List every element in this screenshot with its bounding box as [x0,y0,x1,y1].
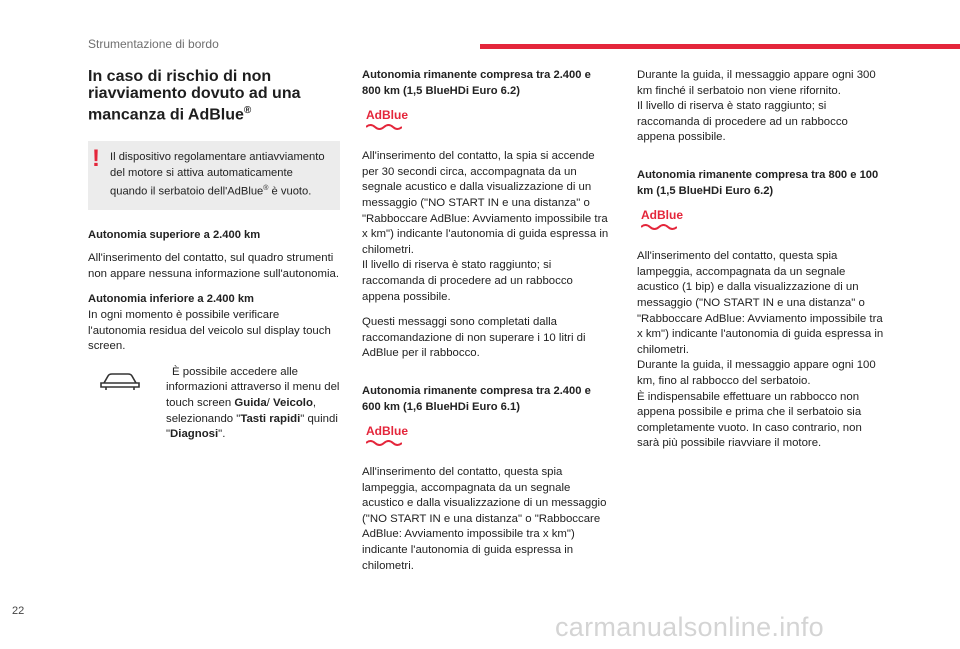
paragraph-autonomy-above-2400: All'inserimento del contatto, sul quadro strumenti non appare nessuna informazione sull'autonomia. [88,252,340,280]
touchscreen-info-text [166,365,340,443]
touchscreen-info [88,365,340,443]
adblue-wave-icon [366,123,402,131]
adblue-warning-light [362,419,612,457]
paragraph-reserve: Il livello di riserva è stato raggiunto; si raccomanda di procedere ad un rabbocco appena possibile. [637,100,848,144]
heading-autonomy-800-100: Autonomia rimanente compresa tra 800 e 100 km (1,5 BlueHDi Euro 6.2) [637,168,879,197]
info-text-part: , selezionando " [166,397,317,425]
menu-tasti-rapidi: Tasti rapidi [240,412,301,425]
menu-diagnosi: Diagnosi [170,428,219,441]
adblue-icon: AdBlue [366,424,408,439]
paragraph-800-100-c: È indispensabile effettuare un rabbocco non appena possibile e prima che il serbatoio sia completamente vuoto. In caso contrario, non sarà più possibile riavviare il motore. [637,390,862,450]
paragraph-800-100-a: All'inserimento del contatto, questa spia lampeggia, accompagnata da un segnale acustico (1 bip) e dalla visualizzazione di un messaggio ("NO START IN e una distanza" o "Rabboccare AdBlue: Avviamento impossibile tra x km") indicante l'autonomia di guida espressa in chilometri. [637,250,884,356]
warning-text-end: è vuoto. [268,185,312,198]
section-title-text: In caso di rischio di non riavviamento dovuto ad una mancanza di AdBlue [88,68,301,124]
info-text-part: ". [218,428,226,441]
paragraph-2400-800-b: Il livello di riserva è stato raggiunto; si raccomanda di procedere ad un rabbocco appena possibile. [362,259,573,303]
header-accent-bar [480,44,960,49]
page-number: 22 [12,605,25,617]
adblue-icon: AdBlue [366,108,408,123]
adblue-icon: AdBlue [641,208,683,223]
warning-text-sup: ® [263,184,269,192]
info-text-part: " quindi " [166,412,338,441]
heading-autonomy-below-2400: Autonomia inferiore a 2.400 km [88,293,254,306]
column-right [637,68,887,452]
column-middle [362,68,612,574]
warning-icon: ! [92,145,100,173]
adblue-wave-icon [641,223,677,231]
info-text-part: / [266,397,274,410]
heading-autonomy-2400-600: Autonomia rimanente compresa tra 2.400 e 600 km (1,6 BlueHDi Euro 6.1) [362,384,591,413]
paragraph-300km: Durante la guida, il messaggio appare ogni 300 km finché il serbatoio non viene rifornito. [637,69,876,97]
column-left [88,68,340,443]
heading-autonomy-above-2400: Autonomia superiore a 2.400 km [88,228,261,241]
section-title-sup: ® [243,105,252,116]
menu-guida: Guida [234,397,267,410]
warning-text-main: Il dispositivo regolamentare antiavviamento del motore si attiva automaticamente quando il serbatoio dell'AdBlue [110,151,325,198]
warning-text [110,150,330,199]
info-text-part: È possibile accedere alle informazioni attraverso il menu del touch screen [166,365,340,410]
paragraph-autonomy-below-2400: In ogni momento è possibile verificare l'autonomia residua del veicolo sul display touch screen. [88,309,331,353]
heading-autonomy-2400-800: Autonomia rimanente compresa tra 2.400 e 800 km (1,5 BlueHDi Euro 6.2) [362,69,591,97]
car-icon [98,367,142,391]
adblue-warning-light [637,203,887,241]
paragraph-2400-800-c: Questi messaggi sono completati dalla raccomandazione di non superare i 10 litri di AdBlue per il rabbocco. [362,316,586,360]
menu-veicolo: Veicolo [273,397,313,410]
adblue-wave-icon [366,439,402,447]
paragraph-2400-800-a: All'inserimento del contatto, la spia si accende per 30 secondi circa, accompagnata da un segnale acustico e dalla visualizzazione di un messaggio ("NO START IN e una distanza" o "Rabboccare AdBlue: Avviamento impossibile tra x km") indicante l'autonomia di guida espressa in chilometri. [362,150,609,256]
paragraph-2400-600: All'inserimento del contatto, questa spia lampeggia, accompagnata da un segnale acustico e dalla visualizzazione di un messaggio ("NO START IN e una distanza" o "Rabboccare AdBlue: Avviamento impossibile tra x km") indicante l'autonomia di guida espressa in chilometri. [362,466,607,572]
section-label: Strumentazione di bordo [88,37,219,51]
section-title [88,68,340,123]
warning-box [88,141,340,209]
adblue-warning-light [362,103,612,141]
paragraph-800-100-b: Durante la guida, il messaggio appare ogni 100 km, fino al rabbocco del serbatoio. [637,359,876,387]
watermark: carmanualsonline.info [555,612,824,642]
